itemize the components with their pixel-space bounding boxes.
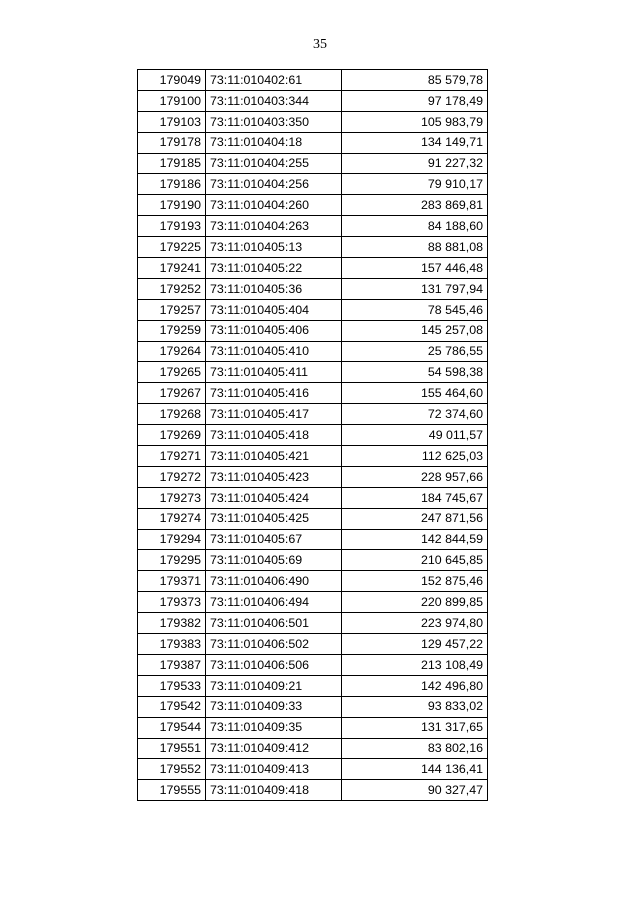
record-id-cell: 179294 (138, 529, 206, 550)
record-id-cell: 179373 (138, 592, 206, 613)
value-cell: 131 317,65 (342, 717, 488, 738)
table-row (138, 613, 488, 634)
cadastral-number-cell: 73:11:010405:418 (206, 425, 342, 446)
record-id-cell: 179269 (138, 425, 206, 446)
record-id-cell: 179273 (138, 487, 206, 508)
table-row (138, 759, 488, 780)
cadastral-number-cell: 73:11:010406:490 (206, 571, 342, 592)
record-id-cell: 179225 (138, 237, 206, 258)
value-cell: 131 797,94 (342, 278, 488, 299)
table-row (138, 341, 488, 362)
value-cell: 155 464,60 (342, 383, 488, 404)
record-id-cell: 179552 (138, 759, 206, 780)
cadastral-number-cell: 73:11:010405:417 (206, 404, 342, 425)
cadastral-number-cell: 73:11:010405:416 (206, 383, 342, 404)
table-row (138, 675, 488, 696)
value-cell: 145 257,08 (342, 320, 488, 341)
value-cell: 129 457,22 (342, 634, 488, 655)
cadastral-number-cell: 73:11:010405:421 (206, 446, 342, 467)
cadastral-number-cell: 73:11:010409:412 (206, 738, 342, 759)
record-id-cell: 179382 (138, 613, 206, 634)
cadastral-number-cell: 73:11:010405:69 (206, 550, 342, 571)
record-id-cell: 179185 (138, 153, 206, 174)
table-row (138, 717, 488, 738)
record-id-cell: 179190 (138, 195, 206, 216)
cadastral-number-cell: 73:11:010406:502 (206, 634, 342, 655)
table-row (138, 571, 488, 592)
table-row (138, 425, 488, 446)
value-cell: 93 833,02 (342, 696, 488, 717)
cadastral-number-cell: 73:11:010404:18 (206, 132, 342, 153)
value-cell: 223 974,80 (342, 613, 488, 634)
value-cell: 90 327,47 (342, 780, 488, 801)
record-id-cell: 179272 (138, 466, 206, 487)
record-id-cell: 179241 (138, 258, 206, 279)
cadastral-number-cell: 73:11:010404:255 (206, 153, 342, 174)
table-row (138, 383, 488, 404)
record-id-cell: 179542 (138, 696, 206, 717)
record-id-cell: 179178 (138, 132, 206, 153)
value-cell: 247 871,56 (342, 508, 488, 529)
value-cell: 97 178,49 (342, 90, 488, 111)
value-cell: 134 149,71 (342, 132, 488, 153)
record-id-cell: 179265 (138, 362, 206, 383)
value-cell: 283 869,81 (342, 195, 488, 216)
cadastral-table (137, 69, 488, 801)
record-id-cell: 179267 (138, 383, 206, 404)
table-row (138, 529, 488, 550)
record-id-cell: 179295 (138, 550, 206, 571)
record-id-cell: 179257 (138, 299, 206, 320)
record-id-cell: 179371 (138, 571, 206, 592)
table-row (138, 466, 488, 487)
cadastral-number-cell: 73:11:010405:22 (206, 258, 342, 279)
cadastral-number-cell: 73:11:010409:418 (206, 780, 342, 801)
value-cell: 210 645,85 (342, 550, 488, 571)
cadastral-number-cell: 73:11:010406:506 (206, 654, 342, 675)
cadastral-number-cell: 73:11:010405:425 (206, 508, 342, 529)
table-row (138, 404, 488, 425)
record-id-cell: 179252 (138, 278, 206, 299)
value-cell: 49 011,57 (342, 425, 488, 446)
record-id-cell: 179271 (138, 446, 206, 467)
cadastral-number-cell: 73:11:010404:260 (206, 195, 342, 216)
value-cell: 152 875,46 (342, 571, 488, 592)
table-row (138, 111, 488, 132)
cadastral-number-cell: 73:11:010405:406 (206, 320, 342, 341)
table-row (138, 174, 488, 195)
table-row (138, 592, 488, 613)
table-row (138, 90, 488, 111)
table-row (138, 738, 488, 759)
record-id-cell: 179264 (138, 341, 206, 362)
value-cell: 157 446,48 (342, 258, 488, 279)
value-cell: 142 496,80 (342, 675, 488, 696)
value-cell: 85 579,78 (342, 70, 488, 91)
value-cell: 54 598,38 (342, 362, 488, 383)
table-row (138, 195, 488, 216)
value-cell: 72 374,60 (342, 404, 488, 425)
table-row (138, 634, 488, 655)
cadastral-number-cell: 73:11:010405:411 (206, 362, 342, 383)
value-cell: 105 983,79 (342, 111, 488, 132)
table-row (138, 550, 488, 571)
record-id-cell: 179551 (138, 738, 206, 759)
value-cell: 78 545,46 (342, 299, 488, 320)
record-id-cell: 179259 (138, 320, 206, 341)
table-row (138, 696, 488, 717)
record-id-cell: 179268 (138, 404, 206, 425)
cadastral-number-cell: 73:11:010405:410 (206, 341, 342, 362)
cadastral-number-cell: 73:11:010409:21 (206, 675, 342, 696)
value-cell: 184 745,67 (342, 487, 488, 508)
cadastral-number-cell: 73:11:010402:61 (206, 70, 342, 91)
record-id-cell: 179049 (138, 70, 206, 91)
value-cell: 79 910,17 (342, 174, 488, 195)
record-id-cell: 179544 (138, 717, 206, 738)
record-id-cell: 179103 (138, 111, 206, 132)
table-row (138, 153, 488, 174)
table-row (138, 654, 488, 675)
table-row (138, 780, 488, 801)
record-id-cell: 179186 (138, 174, 206, 195)
value-cell: 142 844,59 (342, 529, 488, 550)
cadastral-number-cell: 73:11:010409:33 (206, 696, 342, 717)
value-cell: 88 881,08 (342, 237, 488, 258)
table-row (138, 362, 488, 383)
cadastral-number-cell: 73:11:010409:413 (206, 759, 342, 780)
value-cell: 84 188,60 (342, 216, 488, 237)
cadastral-number-cell: 73:11:010405:67 (206, 529, 342, 550)
cadastral-number-cell: 73:11:010403:344 (206, 90, 342, 111)
cadastral-number-cell: 73:11:010404:256 (206, 174, 342, 195)
record-id-cell: 179555 (138, 780, 206, 801)
value-cell: 112 625,03 (342, 446, 488, 467)
table-row (138, 278, 488, 299)
value-cell: 91 227,32 (342, 153, 488, 174)
table-row (138, 487, 488, 508)
value-cell: 144 136,41 (342, 759, 488, 780)
cadastral-number-cell: 73:11:010406:494 (206, 592, 342, 613)
cadastral-number-cell: 73:11:010404:263 (206, 216, 342, 237)
cadastral-number-cell: 73:11:010409:35 (206, 717, 342, 738)
cadastral-number-cell: 73:11:010405:36 (206, 278, 342, 299)
table-row (138, 237, 488, 258)
cadastral-number-cell: 73:11:010406:501 (206, 613, 342, 634)
table-body (138, 70, 488, 801)
cadastral-number-cell: 73:11:010403:350 (206, 111, 342, 132)
table-row (138, 258, 488, 279)
table-row (138, 508, 488, 529)
value-cell: 25 786,55 (342, 341, 488, 362)
table-row (138, 132, 488, 153)
cadastral-number-cell: 73:11:010405:423 (206, 466, 342, 487)
record-id-cell: 179533 (138, 675, 206, 696)
record-id-cell: 179383 (138, 634, 206, 655)
cadastral-number-cell: 73:11:010405:424 (206, 487, 342, 508)
cadastral-number-cell: 73:11:010405:404 (206, 299, 342, 320)
record-id-cell: 179387 (138, 654, 206, 675)
page-number: 35 (313, 37, 327, 52)
value-cell: 83 802,16 (342, 738, 488, 759)
value-cell: 220 899,85 (342, 592, 488, 613)
value-cell: 213 108,49 (342, 654, 488, 675)
value-cell: 228 957,66 (342, 466, 488, 487)
record-id-cell: 179274 (138, 508, 206, 529)
record-id-cell: 179100 (138, 90, 206, 111)
table-row (138, 70, 488, 91)
table-row (138, 320, 488, 341)
record-id-cell: 179193 (138, 216, 206, 237)
table-row (138, 216, 488, 237)
table-row (138, 299, 488, 320)
cadastral-number-cell: 73:11:010405:13 (206, 237, 342, 258)
table-row (138, 446, 488, 467)
